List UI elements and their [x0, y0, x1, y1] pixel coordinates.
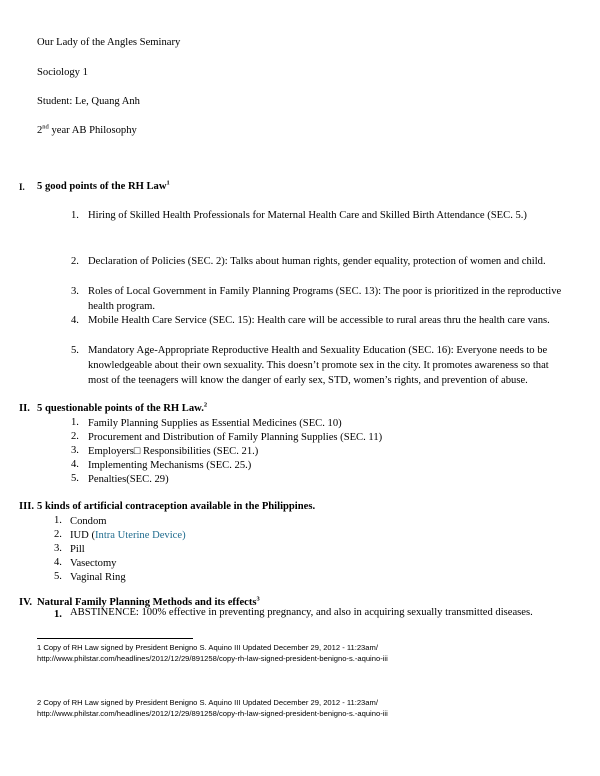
section-numeral: I. [19, 182, 25, 192]
section-title [37, 180, 170, 193]
list-item: Pill [70, 544, 85, 555]
list-item: Hiring of Skilled Health Professionals for Maternal Health Care and Skilled Birth Attendance (SEC. 5.) [88, 210, 527, 221]
list-number: 4. [54, 557, 62, 568]
list-item: Roles of Local Government in Family Planning Programs (SEC. 13): The poor is prioritized in the reproductive health program. [88, 286, 562, 312]
section-title-text: Natural Family Planning Methods and its effects [37, 597, 257, 608]
section-title: 5 kinds of artificial contraception available in the Philippines. [37, 501, 316, 512]
footnote-1-url[interactable]: http://www.philstar.com/headlines/2012/12/29/891258/copy-rh-law-signed-president-benigno-s.-aquino-iii [37, 654, 388, 663]
section-numeral: II. [19, 403, 30, 414]
list-number: 3. [54, 543, 62, 554]
year-level [37, 124, 137, 137]
list-number: 2. [71, 431, 79, 442]
list-number: 1. [54, 609, 62, 620]
list-item: Employers□ Responsibilities (SEC. 21.) [88, 446, 259, 457]
course-name: Sociology 1 [37, 67, 88, 78]
list-item: Vaginal Ring [70, 572, 126, 583]
list-item [70, 605, 570, 620]
section-title-text: 5 questionable points of the RH Law. [37, 403, 204, 414]
list-number: 1. [71, 210, 79, 221]
year-text: year AB Philosophy [48, 125, 137, 136]
student-name: Student: Le, Quang Anh [37, 96, 140, 107]
list-item: Penalties(SEC. 29) [88, 474, 169, 485]
list-number: 2. [71, 256, 79, 267]
list-item: Mobile Health Care Service (SEC. 15): Health care will be accessible to rural areas thru the health care vans. [88, 315, 550, 326]
list-item-keyword: ABSTINENCE [70, 607, 136, 618]
footnote-2-url[interactable]: http://www.philstar.com/headlines/2012/12/29/891258/copy-rh-law-signed-president-benigno-s.-aquino-iii [37, 709, 388, 718]
list-number: 5. [54, 571, 62, 582]
section-title [37, 402, 207, 415]
list-item: Vasectomy [70, 558, 117, 569]
list-number: 3. [71, 286, 79, 297]
footnote-ref: 3 [256, 595, 260, 603]
list-number: 1. [71, 417, 79, 428]
list-item-text: IUD ( [70, 530, 96, 541]
list-item: Family Planning Supplies as Essential Medicines (SEC. 10) [88, 418, 342, 429]
footnote-ref: 2 [203, 401, 208, 409]
school-name: Our Lady of the Angles Seminary [37, 37, 181, 48]
list-number: 2. [54, 529, 62, 540]
section-numeral: III. [19, 501, 35, 512]
list-item: Mandatory Age-Appropriate Reproductive Health and Sexuality Education (SEC. 16): Everyone needs to be knowledgeable about their own sexuality. This doesn’t promote sex in the city. It promotes awareness so that most of the teenagers will know the danger of early sex, STD, women’s rights, and prevention of abuse. [88, 345, 549, 386]
iud-link[interactable]: Intra Uterine Device) [95, 530, 186, 541]
list-item: Condom [70, 516, 107, 527]
footnote-2-citation: 2 Copy of RH Law signed by President Benigno S. Aquino III Updated December 29, 2012 - 11:23am/ [37, 698, 378, 707]
year-superscript: nd [42, 123, 49, 131]
list-item: Implementing Mechanisms (SEC. 25.) [88, 460, 252, 471]
list-item [70, 529, 186, 542]
list-item: Declaration of Policies (SEC. 2): Talks about human rights, gender equality, protection of women and child. [88, 256, 546, 267]
list-item-text: : 100% effective in preventing pregnancy, and also in acquiring sexually transmitted diseases. [135, 607, 533, 618]
footnote-1-citation: 1 Copy of RH Law signed by President Benigno S. Aquino III Updated December 29, 2012 - 11:23am/ [37, 643, 378, 652]
section-numeral: IV. [19, 597, 33, 608]
list-number: 4. [71, 315, 79, 326]
list-number: 3. [71, 445, 79, 456]
footnote-divider [37, 638, 193, 639]
section-title-text: 5 good points of the RH Law [37, 181, 167, 192]
list-number: 5. [71, 345, 79, 356]
year-number: 2 [37, 125, 43, 136]
list-number: 5. [71, 473, 79, 484]
list-number: 4. [71, 459, 79, 470]
list-item: Procurement and Distribution of Family Planning Supplies (SEC. 11) [88, 432, 383, 443]
list-number: 1. [54, 515, 62, 526]
footnote-ref: 1 [166, 179, 170, 187]
